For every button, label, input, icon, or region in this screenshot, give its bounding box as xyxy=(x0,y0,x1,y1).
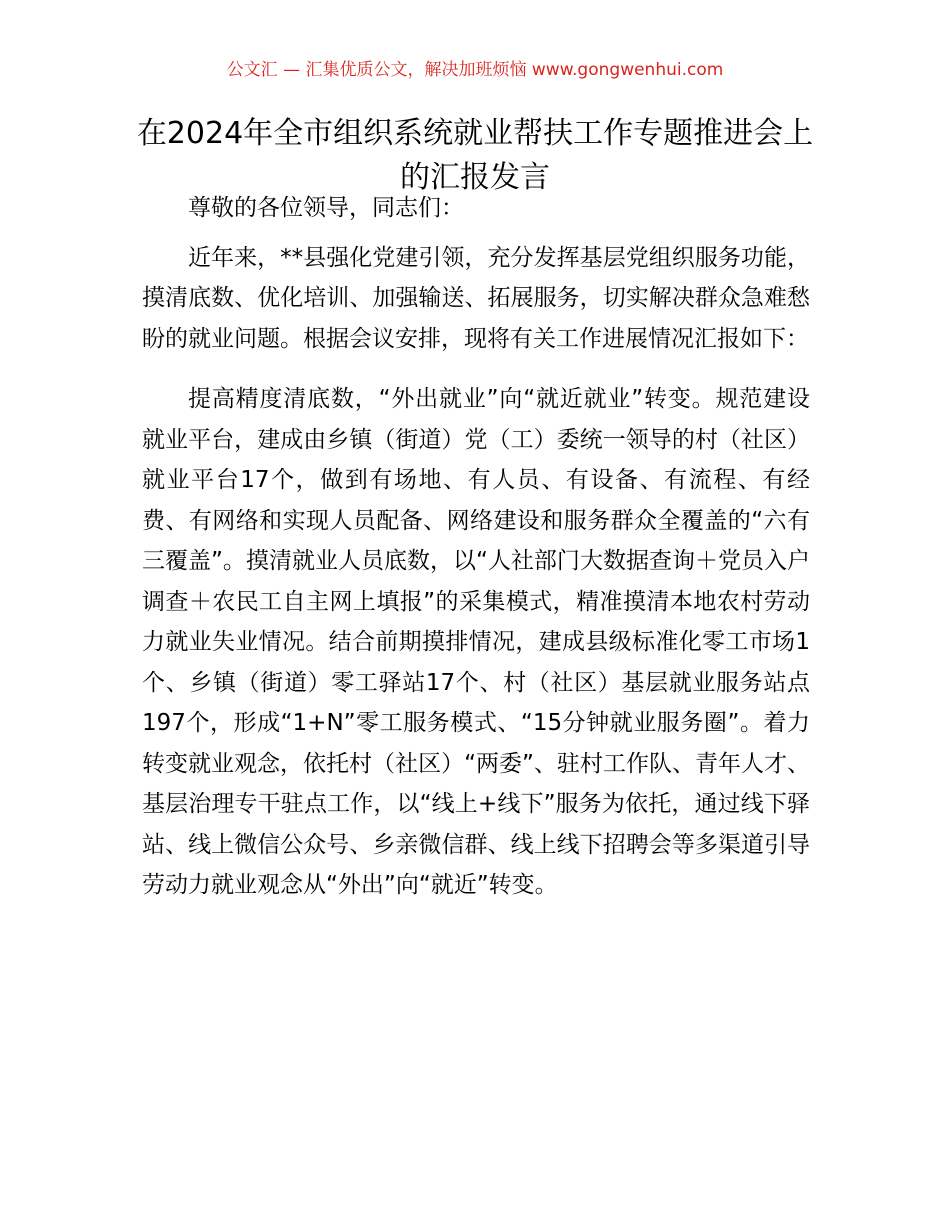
intro-paragraph: 近年来，**县强化党建引领，充分发挥基层党组织服务功能，摸清底数、优化培训、加强输送、拓展服务，切实解决群众急难愁盼的就业问题。根据会议安排，现将有关工作进展情况汇报如下： xyxy=(142,244,810,352)
document-body xyxy=(142,188,810,906)
header-banner: 公文汇 — 汇集优质公文，解决加班烦恼 www.gongwenhui.com xyxy=(226,60,724,80)
document-title: 在2024年全市组织系统就业帮扶工作专题推进会上的汇报发言 xyxy=(136,116,814,195)
section-1-paragraph: 提高精度清底数，“外出就业”向“就近就业”转变。规范建设就业平台，建成由乡镇（街道）党（工）委统一领导的村（社区）就业平台17个，做到有场地、有人员、有设备、有流程、有经费、有网络和实现人员配备、网络建设和服务群众全覆盖的“六有三覆盖”。摸清就业人员底数，以“人社部门大数据查询＋党员入户调查＋农民工自主网上填报”的采集模式，精准摸清本地农村劳动力就业失业情况。结合前期摸排情况，建成县级标准化零工市场1个、乡镇（街道）零工驿站17个、村（社区）基层就业服务站点197个，形成“1+N”零工服务模式、“15分钟就业服务圈”。着力转变就业观念，依托村（社区）“两委”、驻村工作队、青年人才、基层治理专干驻点工作，以“线上+线下”服务为依托，通过线下驿站、线上微信公众号、乡亲微信群、线上线下招聘会等多渠道引导劳动力就业观念从“外出”向“就近”转变。 xyxy=(142,386,810,898)
salutation-paragraph: 尊敬的各位领导，同志们： xyxy=(188,195,464,221)
